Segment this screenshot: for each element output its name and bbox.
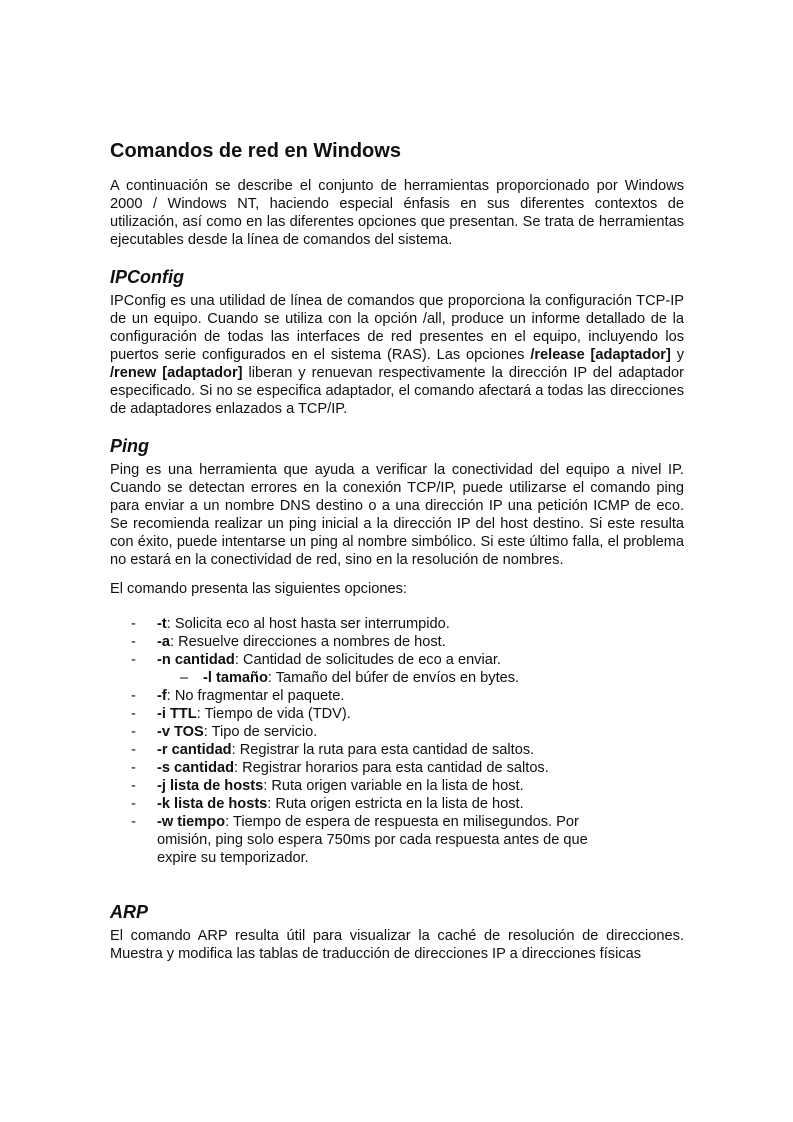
option-flag: -r cantidad xyxy=(157,742,232,758)
ipconfig-option-renew: /renew [adaptador] xyxy=(110,365,243,381)
section-heading-ping: Ping xyxy=(110,436,149,456)
list-item xyxy=(110,741,684,759)
option-flag: -i TTL xyxy=(157,706,197,722)
list-dash: - xyxy=(131,778,136,794)
ipconfig-text-a: IPConfig es una utilidad de línea de comandos que proporciona la configuración TCP-IP de un equipo. Cuando se utiliza con la opción /all, produce un informe detallado de la configuración de todas las interfaces de red presentes en el equipo, incluyendo los puertos serie configurados en el sistema (RAS). Las opciones xyxy=(110,293,684,363)
intro-paragraph: A continuación se describe el conjunto de herramientas proporcionado por Windows 2000 / Windows NT, haciendo especial énfasis en sus diferentes contextos de utilización, así como en las diferentes opciones que presentan. Se trata de herramientas ejecutables desde la línea de comandos del sistema. xyxy=(110,178,684,248)
list-dash: - xyxy=(131,616,136,632)
list-dash: - xyxy=(131,742,136,758)
section-heading-arp: ARP xyxy=(110,902,149,922)
option-desc: : Registrar horarios para esta cantidad de saltos. xyxy=(234,760,549,776)
option-flag: -f xyxy=(157,688,167,704)
option-desc: : Tiempo de vida (TDV). xyxy=(196,706,351,722)
option-desc: : Cantidad de solicitudes de eco a enviar. xyxy=(234,652,501,668)
ipconfig-paragraph xyxy=(110,292,684,418)
option-desc: : Solicita eco al host hasta ser interrumpido. xyxy=(166,616,450,632)
option-desc: : Ruta origen estricta en la lista de host. xyxy=(267,796,524,812)
list-dash: - xyxy=(131,724,136,740)
option-desc: : Tamaño del búfer de envíos en bytes. xyxy=(267,670,520,686)
list-item xyxy=(110,633,684,651)
ping-options-list xyxy=(110,615,684,867)
list-item xyxy=(110,759,684,777)
option-flag: -l tamaño xyxy=(203,670,268,686)
document-page xyxy=(110,138,684,963)
list-dash: - xyxy=(131,634,136,650)
list-item xyxy=(110,795,684,813)
option-flag: -v TOS xyxy=(157,724,204,740)
ping-options-intro: El comando presenta las siguientes opciones: xyxy=(110,581,407,597)
option-desc: : Registrar la ruta para esta cantidad de saltos. xyxy=(231,742,535,758)
option-desc: : Resuelve direcciones a nombres de host. xyxy=(169,634,446,650)
list-item xyxy=(110,615,684,633)
ipconfig-text-c: liberan y renuevan respectivamente la dirección IP del adaptador especificado. Si no se especifica adaptador, el comando afectará a todas las direcciones de adaptadores enlazados a TCP/IP. xyxy=(110,365,684,417)
page-title: Comandos de red en Windows xyxy=(110,140,401,162)
list-dash: – xyxy=(180,670,189,686)
option-flag: -a xyxy=(157,634,170,650)
option-desc: : Tiempo de espera de respuesta en milisegundos. Por omisión, ping solo espera 750ms por cada respuesta antes de que expire su temporizador. xyxy=(157,814,588,866)
list-dash: - xyxy=(131,760,136,776)
option-flag: -n cantidad xyxy=(157,652,235,668)
option-flag: -s cantidad xyxy=(157,760,235,776)
list-dash: - xyxy=(131,706,136,722)
ping-paragraph: Ping es una herramienta que ayuda a verificar la conectividad del equipo a nivel IP. Cuando se detectan errores en la conexión TCP/IP, puede utilizarse el comando ping para enviar a un nombre DNS destino o a una dirección IP una petición ICMP de eco. Se recomienda realizar un ping inicial a la dirección IP del host destino. Si este resulta con éxito, puede intentarse un ping al nombre simbólico. Si este último falla, el problema no estará en la conectividad de red, sino en la resolución de nombres. xyxy=(110,462,684,568)
option-desc: : Ruta origen variable en la lista de host. xyxy=(263,778,524,794)
option-desc: : Tipo de servicio. xyxy=(203,724,318,740)
list-item xyxy=(110,687,684,705)
list-dash: - xyxy=(131,814,136,830)
section-heading-ipconfig: IPConfig xyxy=(110,267,184,287)
option-flag: -k lista de hosts xyxy=(157,796,268,812)
list-item xyxy=(110,813,684,867)
ipconfig-option-release: /release [adaptador] xyxy=(530,347,671,363)
option-flag: -j lista de hosts xyxy=(157,778,264,794)
option-desc: : No fragmentar el paquete. xyxy=(166,688,345,704)
list-item xyxy=(110,651,684,669)
option-flag: -w tiempo xyxy=(157,814,226,830)
list-item xyxy=(110,723,684,741)
option-flag: -t xyxy=(157,616,167,632)
list-dash: - xyxy=(131,652,136,668)
arp-paragraph: El comando ARP resulta útil para visualizar la caché de resolución de direcciones. Muestra y modifica las tablas de traducción de direcciones IP a direcciones físicas xyxy=(110,928,684,962)
list-dash: - xyxy=(131,688,136,704)
list-item xyxy=(110,669,684,687)
list-item xyxy=(110,705,684,723)
list-dash: - xyxy=(131,796,136,812)
list-item xyxy=(110,777,684,795)
ipconfig-text-b: y xyxy=(670,347,684,363)
